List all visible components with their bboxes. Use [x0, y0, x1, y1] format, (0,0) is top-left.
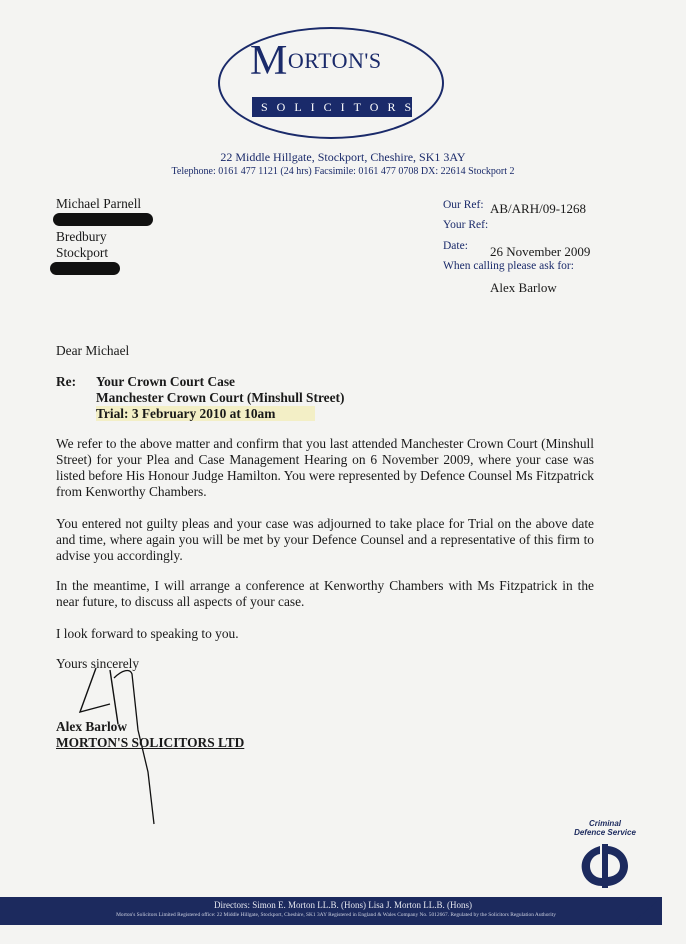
cds-emblem — [578, 842, 632, 890]
cds-emblem-left — [582, 846, 602, 886]
re-line-2: Manchester Crown Court (Minshull Street) — [96, 390, 345, 405]
signature-stroke-1 — [80, 668, 110, 712]
company-name: MORTON'S SOLICITORS LTD — [56, 735, 245, 750]
recipient-town: Bredbury — [56, 229, 107, 244]
paragraph-1: We refer to the above matter and confirm that you last attended Manchester Crown Court (Minshull Street) for your Plea and Case Management Hearing on 6 November 2009, where your case was listed before His Honour Judge Hamilton. You were represented by Defence Counsel Ms Fitzpatrick from Kenworthy Chambers. — [56, 436, 594, 499]
cds-emblem-bar — [602, 844, 608, 888]
firm-contacts: Telephone: 0161 477 1121 (24 hrs) Facsimile: 0161 477 0708 DX: 22614 Stockport 2 — [171, 166, 515, 177]
re-label: Re: — [56, 374, 77, 389]
our-ref-label: Our Ref: — [443, 199, 484, 211]
signature-stroke-2 — [110, 670, 118, 724]
logo-solicitors-bar: SOLICITORS — [252, 97, 412, 117]
logo-rest: ORTON'S — [287, 48, 382, 73]
firm-address: 22 Middle Hillgate, Stockport, Cheshire, SK1 3AY — [220, 150, 466, 164]
closing: Yours sincerely — [56, 656, 140, 671]
logo-initial: M — [250, 38, 288, 84]
cds-line-1: Criminal — [588, 819, 621, 828]
paragraph-4: I look forward to speaking to you. — [56, 626, 239, 641]
recipient-name: Michael Parnell — [56, 196, 142, 211]
redacted-postcode — [50, 262, 120, 275]
ask-for-label: When calling please ask for: — [443, 260, 574, 272]
signatory-name: Alex Barlow — [56, 719, 128, 734]
date-label: Date: — [443, 240, 468, 252]
salutation: Dear Michael — [56, 343, 130, 358]
re-line-1: Your Crown Court Case — [96, 374, 235, 389]
ask-for-value: Alex Barlow — [490, 280, 557, 295]
cds-line-2: Defence Service — [574, 828, 636, 837]
recipient-city: Stockport — [56, 245, 109, 260]
footer-registration: Morton's Solicitors Limited Registered office: 22 Middle Hillgate, Stockport, Cheshire, SK1 3AY Registered in England & Wales Company No. 5012667. Regulated by the Solicitors Regulation Authority — [116, 912, 556, 918]
paragraph-2: You entered not guilty pleas and your case was adjourned to take place for Trial on the above date and time, where again you will be met by your Defence Counsel and a representative of this firm to advise you accordingly. — [56, 516, 594, 563]
redacted-street — [53, 213, 153, 226]
date-value: 26 November 2009 — [490, 244, 591, 259]
cds-emblem-right — [608, 846, 628, 886]
logo-wordmark — [250, 40, 420, 82]
your-ref-label: Your Ref: — [443, 219, 489, 231]
our-ref-value: AB/ARH/09-1268 — [490, 201, 587, 216]
re-line-3-trial-date: Trial: 3 February 2010 at 10am — [96, 406, 315, 421]
cds-wordmark — [570, 819, 640, 837]
footer-directors: Directors: Simon E. Morton LL.B. (Hons) Lisa J. Morton LL.B. (Hons) — [214, 900, 472, 910]
paragraph-3: In the meantime, I will arrange a conference at Kenworthy Chambers with Ms Fitzpatrick in the near future, to discuss all aspects of your case. — [56, 578, 594, 609]
